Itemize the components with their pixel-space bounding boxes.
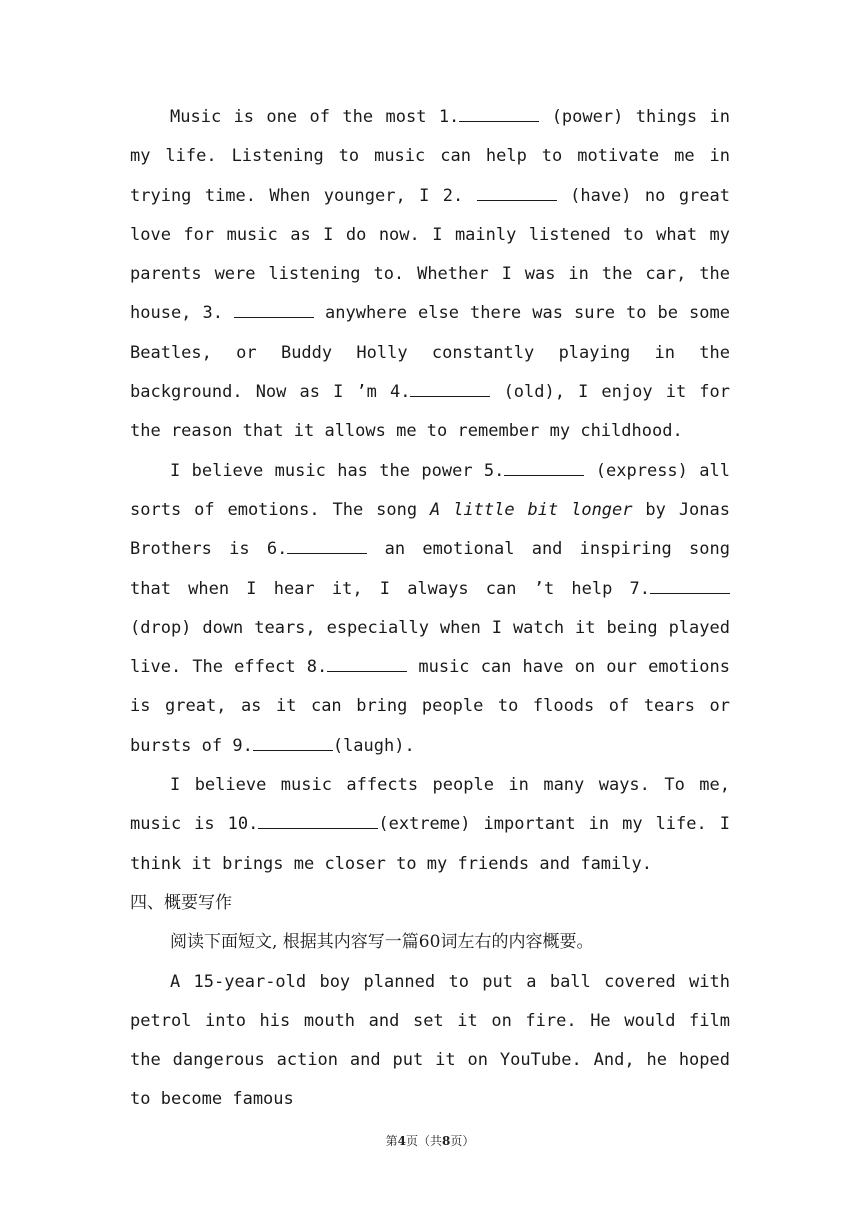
page-number: 4: [397, 1134, 406, 1148]
blank-8: [327, 655, 407, 672]
text-run: (have) no great love for music as I do now. I mainly listened to what my parents were listening to. Whether I was in the car, the house, 3.: [130, 185, 731, 324]
instruction: 阅读下面短文, 根据其内容写一篇60词左右的内容概要。: [170, 932, 594, 953]
blank-3: [234, 301, 314, 318]
text-run: (power) things in my life. Listening to music can help to motivate me in trying time. When younger, I 2.: [130, 107, 730, 206]
text-run: I believe music has the power 5.: [170, 460, 505, 481]
text-run: by Jonas Brothers is 6.: [130, 499, 730, 560]
page-footer: [0, 1132, 860, 1149]
blank-1: [459, 105, 539, 122]
text-run: (express) all sorts of emotions. The song: [130, 460, 730, 520]
paragraph-2: [130, 452, 730, 766]
blank-6: [287, 537, 367, 554]
blank-10: [258, 812, 378, 829]
footer-mid: 页（共: [405, 1134, 442, 1148]
paragraph-3: [130, 766, 730, 884]
footer-suffix: 页）: [450, 1134, 475, 1148]
blank-4: [410, 380, 490, 397]
text-run: music can have on our emotions is great, as it can bring people to floods of tears or bursts of 9.: [130, 657, 730, 756]
footer-prefix: 第: [385, 1134, 398, 1148]
section-heading: 四、概要写作: [130, 892, 232, 913]
total-pages: 8: [442, 1134, 451, 1148]
text-run: anywhere else there was sure to be some Beatles, or Buddy Holly constantly playing in the background. Now as I ’m 4.: [130, 303, 730, 403]
paragraph-4: A 15-year-old boy planned to put a ball covered with petrol into his mouth and set it on fire. He would film the dangerous action and put it on YouTube. And, he hoped to become famous: [130, 971, 730, 1110]
blank-7: [650, 577, 730, 594]
song-title: A little bit longer: [430, 499, 633, 520]
blank-5: [504, 459, 584, 476]
text-run: Music is one of the most 1.: [170, 107, 460, 127]
text-run: an emotional and inspiring song that when I hear it, I always can ’t help 7.: [130, 539, 730, 599]
text-run: (old), I enjoy it for the reason that it allows me to remember my childhood.: [130, 382, 730, 442]
blank-2: [477, 184, 557, 201]
paragraph-1: [130, 98, 730, 452]
passage-body: [130, 98, 730, 1120]
text-run: I believe music affects people in many ways. To me, music is 10.: [130, 775, 730, 835]
text-run: (drop) down tears, especially when I watch it being played live. The effect 8.: [130, 617, 730, 678]
text-run: (laugh).: [332, 735, 415, 756]
blank-9: [253, 734, 333, 751]
text-run: (extreme) important in my life. I think it brings me closer to my friends and family.: [130, 814, 730, 874]
